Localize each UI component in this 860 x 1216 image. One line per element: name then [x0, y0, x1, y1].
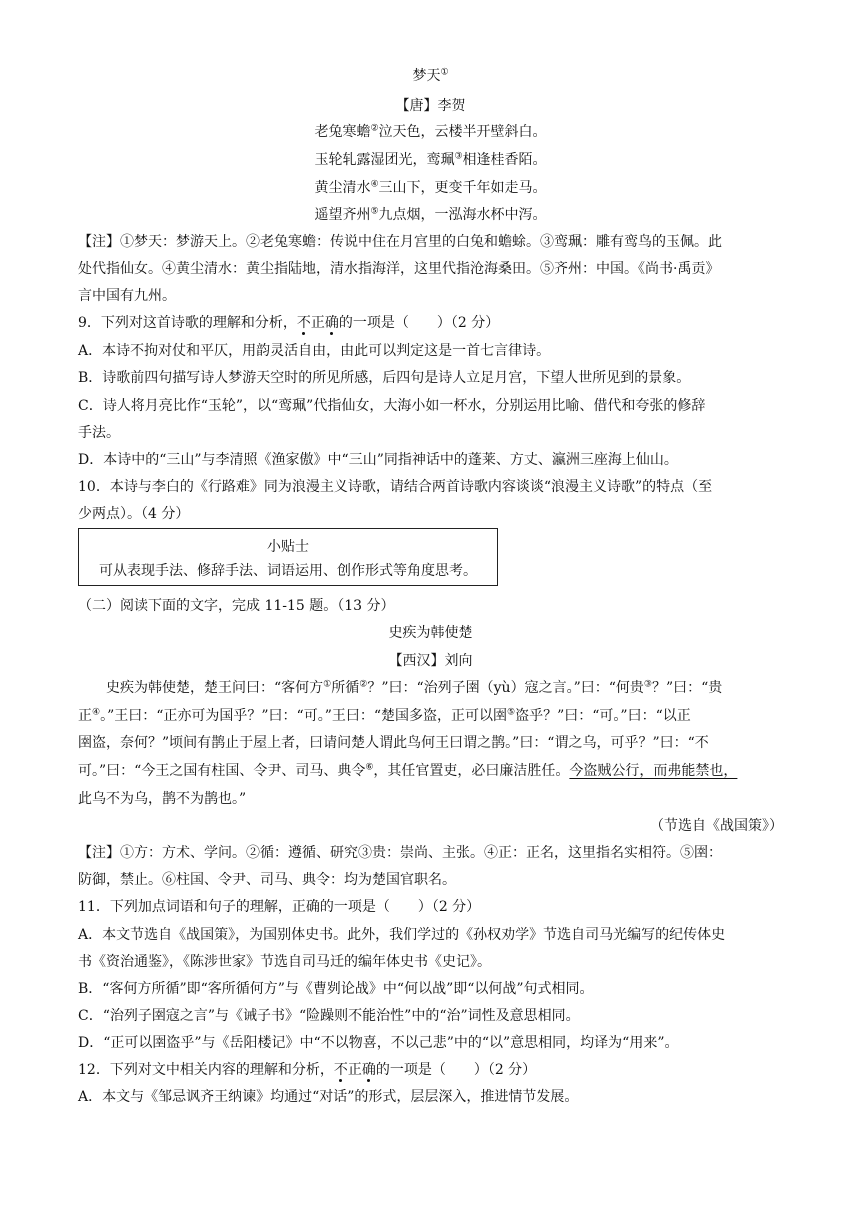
question-9-option-d: D．本诗中的“三山”与李清照《渔家傲》中“三山”同指神话中的蓬莱、方丈、瀛洲三座海上仙山。 [78, 452, 678, 468]
note-marker: ⑥ [365, 762, 374, 773]
stem-text: 正 [347, 1062, 362, 1078]
passage-text: 可。”曰：“今王之国有柱国、令尹、司马、典令 [78, 763, 366, 779]
note-marker: ④ [92, 707, 101, 718]
poem-line [78, 205, 783, 225]
poem-note-line: 处代指仙女。④黄尘清水：黄尘指陆地，清水指海洋，这里代指沧海桑田。⑤齐州：中国。《尚书·禹贡》 [78, 261, 720, 277]
note-marker: ④ [370, 179, 379, 190]
note-marker: ② [370, 123, 379, 134]
passage-text: 史疾为韩使楚，楚王问曰：“客何方 [106, 680, 324, 696]
passage-text: 盗乎？”曰：“可。”曰：“以正 [515, 708, 691, 724]
stem-text: 的一项是（ ）（2 分） [375, 1062, 537, 1078]
poem-author: 【唐】李贺 [395, 98, 466, 114]
question-12-option-a: A．本文与《邹忌讽齐王纳谏》均通过“对话”的形式，层层深入，推进情节发展。 [78, 1089, 579, 1105]
passage-line: 圉盗，奈何？”顷间有鹊止于屋上者，曰请问楚人谓此鸟何王曰谓之鹊。”曰：“谓之乌，可乎？”曰：“不 [78, 735, 709, 751]
poem-line-text: 泣天色，云楼半开壁斜白。 [378, 124, 547, 140]
question-11-option-d: D．“正可以圉盗乎”与《岳阳楼记》中“不以物喜，不以己悲”中的“以”意思相同，均译为“用来”。 [78, 1035, 679, 1051]
tip-title: 小贴士 [267, 539, 309, 555]
passage-text: 。”王曰：“正亦可为国乎？”曰：“可。”王曰：“楚国多盗，正可以圉 [100, 708, 508, 724]
question-9-option-c-cont: 手法。 [78, 425, 120, 441]
poem-title [78, 66, 783, 86]
poem-line [78, 178, 783, 198]
tip-text: 可从表现手法、修辞手法、词语运用、创作形式等角度思考。 [99, 563, 477, 579]
passage-text: 所循 [331, 680, 360, 696]
emphasis-dot-char: 确 [361, 1062, 376, 1078]
poem-line-text: 玉轮轧露湿团光，鸾珮 [314, 152, 455, 168]
passage-text: ？”曰：“治列子圉（yù）寇之言。”曰：“何贵 [367, 680, 644, 696]
section-heading: （二）阅读下面的文字，完成 11-15 题。（13 分） [78, 598, 395, 614]
passage-note-line: 防御，禁止。⑥柱国、令尹、司马、典令：均为楚国官职名。 [78, 872, 456, 888]
question-11-option-a: A．本文节选自《战国策》，为国别体史书。此外，我们学过的《孙权劝学》节选自司马光编写的纪传体史 [78, 927, 726, 943]
poem-line-text: 遥望齐州 [314, 207, 371, 223]
passage-note-line: 【注】①方：方术、学问。②循：遵循、研究③贵：崇尚、主张。④正：正名，这里指名实相符。⑤圉： [78, 845, 722, 861]
passage-author: 【西汉】刘向 [388, 653, 473, 669]
question-9-option-b: B．诗歌前四句描写诗人梦游天空时的所见所感，后四句是诗人立足月宫，下望人世所见到的景象。 [78, 370, 691, 386]
tip-box [78, 528, 498, 586]
question-12-stem [78, 1060, 783, 1080]
poem-line-text: 九点烟，一泓海水杯中泻。 [378, 207, 547, 223]
poem-line [78, 150, 783, 170]
poem-line-text: 三山下，更变千年如走马。 [378, 180, 547, 196]
note-marker: ⑤ [507, 707, 516, 718]
question-10-stem-cont: 少两点）。（4 分） [78, 506, 190, 522]
passage-line [78, 761, 783, 781]
poem-note-line: 言中国有九州。 [78, 288, 176, 304]
note-marker: ③ [454, 151, 463, 162]
passage-line: 此乌不为乌，鹊不为鹊也。” [78, 791, 247, 807]
question-11-stem: 11．下列加点词语和句子的理解，正确的一项是（ ）（2 分） [78, 899, 481, 915]
emphasis-dot-char: 确 [324, 315, 339, 331]
note-marker: ① [323, 679, 332, 690]
passage-title: 史疾为韩使楚 [388, 625, 473, 641]
stem-text: 正 [310, 315, 325, 331]
stem-text: 的一项是（ ）（2 分） [338, 315, 500, 331]
underlined-sentence: 今盗贼公行，而弗能禁也， [569, 763, 738, 779]
poem-line-text: 老兔寒蟾 [314, 124, 371, 140]
passage-line [78, 678, 783, 698]
poem-line-text: 黄尘清水 [314, 180, 371, 196]
question-11-option-c: C．“治列子圉寇之言”与《诫子书》“险躁则不能治性”中的“治”词性及意思相同。 [78, 1008, 580, 1024]
passage-source: （节选自《战国策》） [650, 818, 783, 834]
poem-line [78, 122, 783, 142]
note-marker: ③ [643, 679, 652, 690]
emphasis-dot-char: 不 [333, 1062, 348, 1078]
emphasis-dot-char: 不 [296, 315, 311, 331]
question-11-option-b: B．“客何方所循”即“客所循何方”与《曹刿论战》中“何以战”即“以何战”句式相同。 [78, 981, 594, 997]
stem-text: 12．下列对文中相关内容的理解和分析， [78, 1062, 334, 1078]
passage-line [78, 706, 783, 726]
question-9-stem [78, 313, 783, 333]
note-marker: ⑤ [370, 206, 379, 217]
question-9-option-a: A．本诗不拘对仗和平仄，用韵灵活自由，由此可以判定这是一首七言律诗。 [78, 343, 551, 359]
passage-text: ？”曰：“贵 [651, 680, 723, 696]
question-9-option-c: C．诗人将月亮比作“玉轮”，以“鸾珮”代指仙女，大海小如一杯水，分别运用比喻、借代和夸张的修辞 [78, 398, 706, 414]
poem-note-line: 【注】①梦天：梦游天上。②老兔寒蟾：传说中住在月宫里的白兔和蟾蜍。③鸾珮：雕有鸾鸟的玉佩。此 [78, 234, 722, 250]
passage-text: 正 [78, 708, 92, 724]
poem-line-text: 相逢桂香陌。 [462, 152, 547, 168]
stem-text: 9．下列对这首诗歌的理解和分析， [78, 315, 297, 331]
question-10-stem: 10．本诗与李白的《行路难》同为浪漫主义诗歌，请结合两首诗歌内容谈谈“浪漫主义诗歌”的特点（至 [78, 479, 713, 495]
note-marker: ② [359, 679, 368, 690]
passage-text: ，其任官置吏，必曰廉洁胜任。 [373, 763, 570, 779]
question-11-option-a-cont: 书《资治通鉴》，《陈涉世家》节选自司马迁的编年体史书《史记》。 [78, 954, 491, 970]
poem-title-text: 梦天 [412, 68, 441, 84]
poem-title-note: ① [440, 67, 449, 78]
